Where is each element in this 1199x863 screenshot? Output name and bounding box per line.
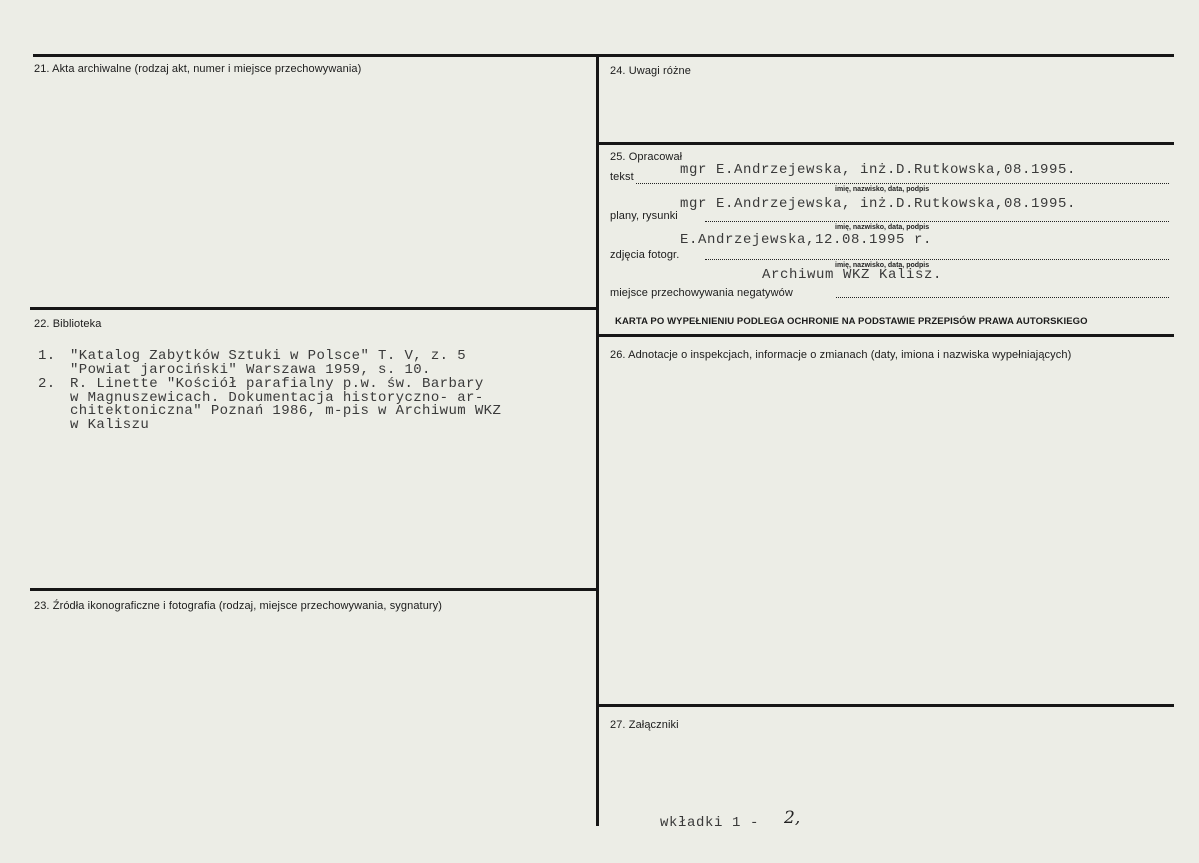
field-line-photos xyxy=(705,259,1169,260)
section-21-label: 21. Akta archiwalne (rodzaj akt, numer i miejsce przechowywania) xyxy=(34,63,362,75)
rule-22-23 xyxy=(30,588,597,591)
rule-21-22 xyxy=(30,307,597,310)
bibliography-item xyxy=(38,350,598,377)
item-line: "Katalog Zabytków Sztuki w Polsce" T. V, z. 5 xyxy=(70,348,467,364)
section-26-label: 26. Adnotacje o inspekcjach, informacje o zmianach (daty, imiona i nazwiska wypełniających) xyxy=(610,349,1072,361)
top-rule xyxy=(33,54,1174,57)
attachments-typed: wkładki 1 - xyxy=(660,815,760,831)
field-label-negatives: miejsce przechowywania negatywów xyxy=(610,287,793,299)
item-number: 2. xyxy=(38,376,56,392)
item-line: w Magnuszewicach. Dokumentacja historyczno- ar- xyxy=(70,389,484,406)
item-line: R. Linette "Kościół parafialny p.w. św. Barbary xyxy=(70,376,484,392)
caption-name-date-signature: imię, nazwisko, data, podpis xyxy=(835,224,930,231)
section-24-label: 24. Uwagi różne xyxy=(610,65,691,77)
item-line: chitektoniczna" Poznań 1986, m-pis w Archiwum WKZ xyxy=(70,403,502,419)
field-line-negatives xyxy=(836,297,1169,298)
field-line-plans xyxy=(705,221,1169,222)
bibliography-item xyxy=(38,378,598,432)
caption-name-date-signature: imię, nazwisko, data, podpis xyxy=(835,262,930,269)
field-line-text xyxy=(636,183,1169,184)
rule-24-25 xyxy=(599,142,1174,145)
field-label-plans: plany, rysunki xyxy=(610,210,678,222)
item-number: 1. xyxy=(38,348,56,364)
item-line: "Powiat jarociński" Warszawa 1959, s. 10. xyxy=(70,361,431,378)
section-27-label: 27. Załączniki xyxy=(610,719,679,731)
negatives-storage-value: Archiwum WKZ Kalisz. xyxy=(762,267,943,283)
attachments-handwritten-count: 2, xyxy=(784,808,801,828)
field-label-text: tekst xyxy=(610,171,634,183)
section-25-label: 25. Opracował xyxy=(610,151,683,163)
rule-26-27 xyxy=(599,704,1174,707)
center-divider xyxy=(596,54,599,826)
section-22-label: 22. Biblioteka xyxy=(34,318,102,330)
bibliography-list xyxy=(38,350,598,432)
field-label-photos: zdjęcia fotogr. xyxy=(610,249,680,261)
author-photos-value: E.Andrzejewska,12.08.1995 r. xyxy=(680,232,933,248)
author-text-value: mgr E.Andrzejewska, inż.D.Rutkowska,08.1995. xyxy=(680,162,1077,178)
section-23-label: 23. Źródła ikonograficzne i fotografia (rodzaj, miejsce przechowywania, sygnatury) xyxy=(34,600,443,612)
item-line: w Kaliszu xyxy=(70,416,150,433)
caption-name-date-signature: imię, nazwisko, data, podpis xyxy=(835,186,930,193)
rule-25-26 xyxy=(599,334,1174,337)
copyright-notice: KARTA PO WYPEŁNIENIU PODLEGA OCHRONIE NA PODSTAWIE PRZEPISÓW PRAWA AUTORSKIEGO xyxy=(615,316,1088,327)
author-plans-value: mgr E.Andrzejewska, inż.D.Rutkowska,08.1995. xyxy=(680,196,1077,212)
